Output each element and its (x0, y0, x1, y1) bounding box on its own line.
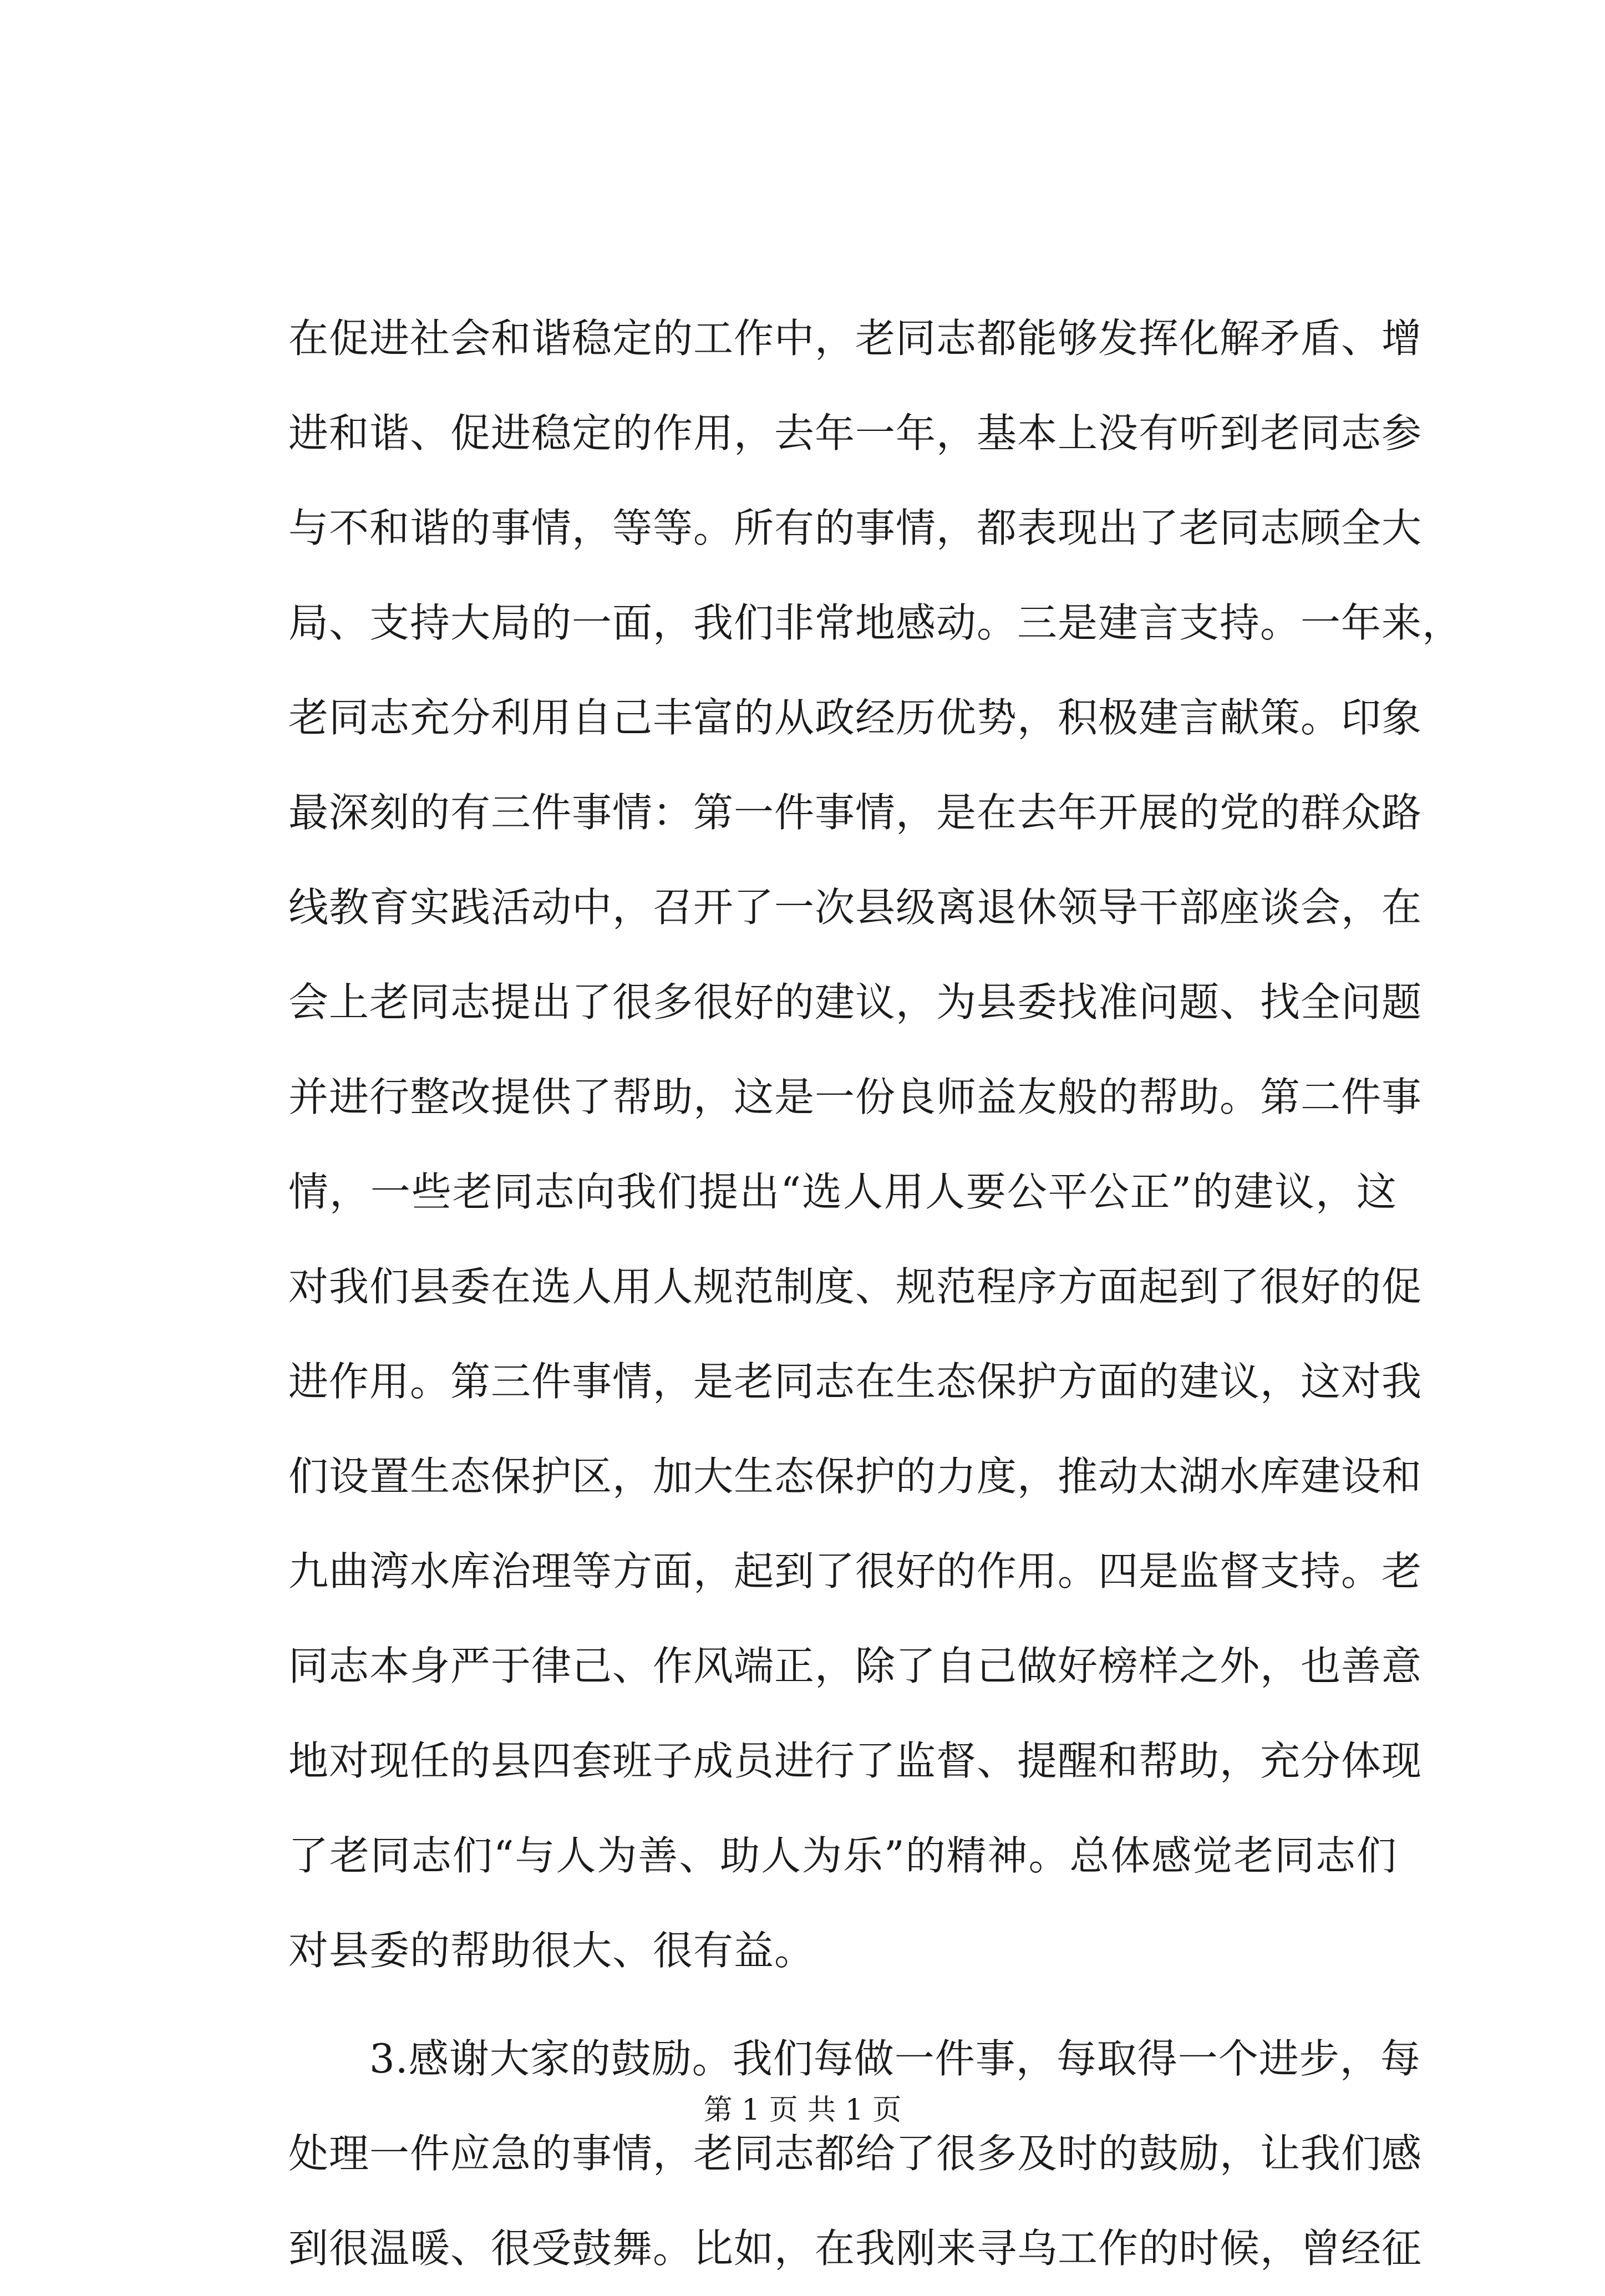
text-line: 九曲湾水库治理等方面，起到了很好的作用。四是监督支持。老 (288, 1548, 1423, 1594)
paragraph-end-line: 对县委的帮助很大、很有益。 (288, 1927, 815, 1974)
text-line: 们设置生态保护区，加大生态保护的力度，推动太湖水库建设和 (288, 1453, 1423, 1500)
text-line: 进作用。第三件事情，是老同志在生态保护方面的建议，这对我 (288, 1358, 1423, 1405)
page-number-footer: 第 1 页 共 1 页 (703, 2094, 902, 2127)
text-line: 与不和谐的事情，等等。所有的事情，都表现出了老同志顾全大 (288, 505, 1423, 551)
text-line: 情，一些老同志向我们提出“选人用人要公平公正”的建议，这 (288, 1169, 1397, 1215)
paragraph-start-line: 3.感谢大家的鼓励。我们每做一件事，每取得一个进步，每 (288, 2035, 1421, 2082)
text-line: 对我们县委在选人用人规范制度、规范程序方面起到了很好的促 (288, 1263, 1423, 1310)
text-line: 到很温暖、很受鼓舞。比如，在我刚来寻乌工作的时候，曾经征 (288, 2225, 1423, 2272)
text-line: 并进行整改提供了帮助，这是一份良师益友般的帮助。第二件事 (288, 1074, 1423, 1120)
text-line: 处理一件应急的事情，老同志都给了很多及时的鼓励，让我们感 (288, 2130, 1423, 2177)
text-line: 最深刻的有三件事情：第一件事情，是在去年开展的党的群众路 (288, 789, 1423, 836)
text-line: 地对现任的县四套班子成员进行了监督、提醒和帮助，充分体现 (288, 1738, 1423, 1784)
text-line: 线教育实践活动中，召开了一次县级离退休领导干部座谈会，在 (288, 884, 1423, 931)
text-line: 老同志充分利用自己丰富的从政经历优势，积极建言献策。印象 (288, 694, 1423, 741)
text-line: 进和谐、促进稳定的作用，去年一年，基本上没有听到老同志参 (288, 410, 1423, 456)
text-line: 局、支持大局的一面，我们非常地感动。三是建言支持。一年来， (288, 600, 1463, 646)
body-text (288, 291, 1463, 2296)
text-line: 同志本身严于律己、作风端正，除了自己做好榜样之外，也善意 (288, 1643, 1423, 1689)
text-line: 了老同志们“与人为善、助人为乐”的精神。总体感觉老同志们 (288, 1832, 1397, 1879)
text-line: 在促进社会和谐稳定的工作中，老同志都能够发挥化解矛盾、增 (288, 315, 1423, 362)
text-line: 会上老同志提出了很多很好的建议，为县委找准问题、找全问题 (288, 979, 1423, 1025)
